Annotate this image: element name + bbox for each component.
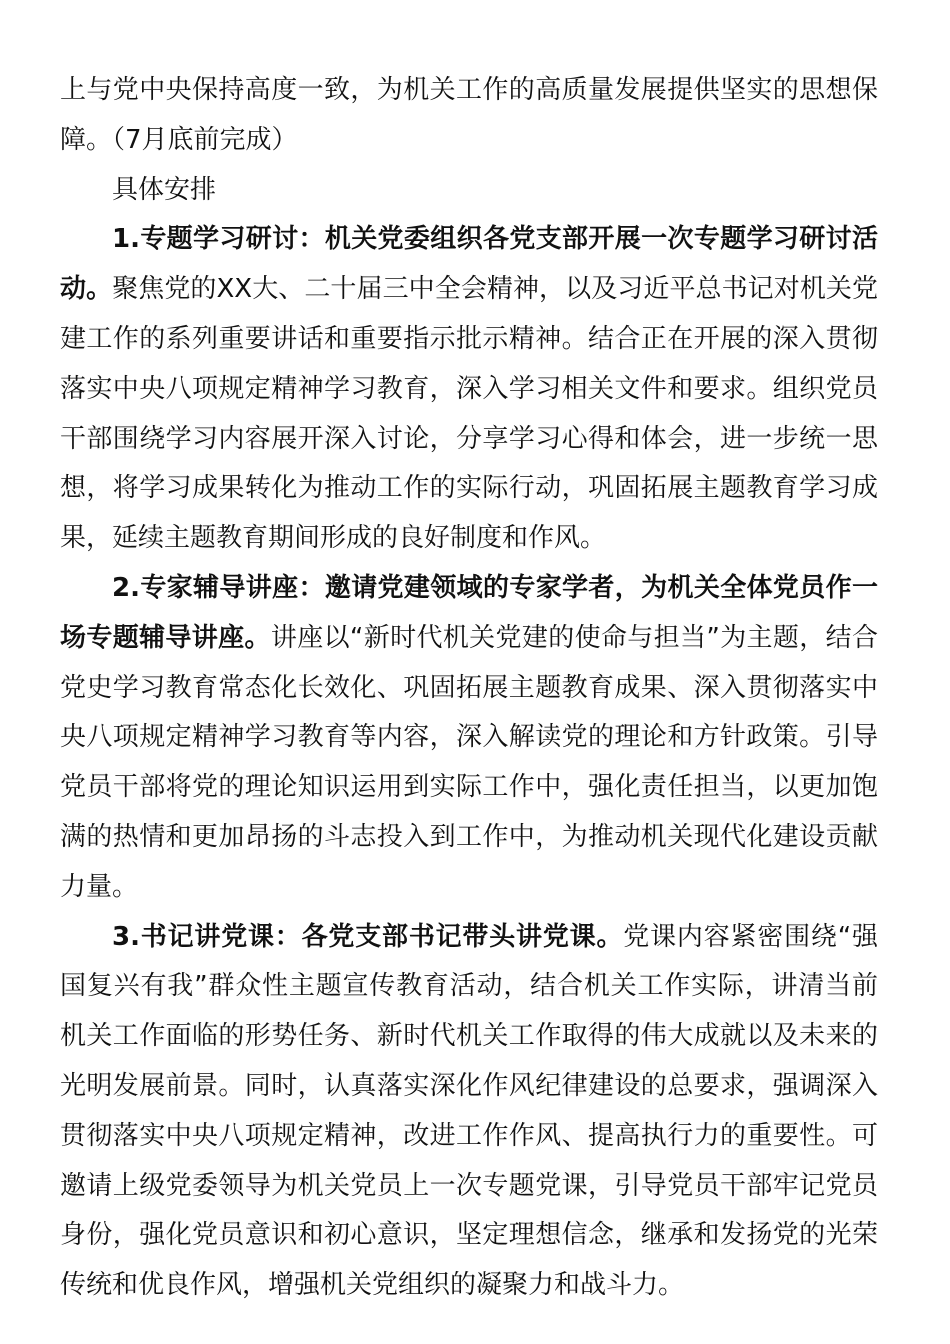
paragraph-continuation (60, 66, 878, 166)
item-3-text: 党课内容紧密围绕“强国复兴有我”群众性主题宣传教育活动，结合机关工作实际，讲清当前机关工作面临的形势任务、新时代机关工作取得的伟大成就以及未来的光明发展前景。同时，认真落实深化作风纪律建设的总要求，强调深入贯彻落实中央八项规定精神，改进工作作风、提高执行力的重要性。可邀请上级党委领导为机关党员上一次专题党课，引导党员干部牢记党员身份，强化党员意识和初心意识，坚定理想信念，继承和发扬党的光荣传统和优良作风，增强机关党组织的凝聚力和战斗力。 (60, 921, 878, 1301)
paragraph-item-1 (60, 215, 878, 564)
item-3-lead: 3.书记讲党课：各党支部书记带头讲党课。 (112, 921, 624, 952)
paragraph-item-2 (60, 564, 878, 913)
document-page (60, 66, 878, 1311)
item-1-lead: 1.专题学习研讨：机关党委组织各党支部开展一次专题学习研讨活动。 (60, 224, 878, 305)
item-1-text: 聚焦党的XX大、二十届三中全会精神，以及习近平总书记对机关党建工作的系列重要讲话和重要指示批示精神。结合正在开展的深入贯彻落实中央八项规定精神学习教育，深入学习相关文件和要求。组织党员干部围绕学习内容展开深入讨论，分享学习心得和体会，进一步统一思想，将学习成果转化为推动工作的实际行动，巩固拓展主题教育学习成果，延续主题教育期间形成的良好制度和作风。 (60, 274, 878, 554)
paragraph-text: 上与党中央保持高度一致，为机关工作的高质量发展提供坚实的思想保障。（7月底前完成） (60, 75, 878, 155)
paragraph-item-3 (60, 913, 878, 1311)
item-2-lead: 2.专家辅导讲座：邀请党建领域的专家学者，为机关全体党员作一场专题辅导讲座。 (60, 572, 878, 653)
item-2-text: 讲座以“新时代机关党建的使命与担当”为主题，结合党史学习教育常态化长效化、巩固拓展主题教育成果、深入贯彻落实中央八项规定精神学习教育等内容，深入解读党的理论和方针政策。引导党员干部将党的理论知识运用到实际工作中，强化责任担当，以更加饱满的热情和更加昂扬的斗志投入到工作中，为推动机关现代化建设贡献力量。 (60, 622, 878, 902)
section-heading-specific-arrangements (60, 166, 878, 216)
heading-text: 具体安排 (112, 174, 217, 205)
